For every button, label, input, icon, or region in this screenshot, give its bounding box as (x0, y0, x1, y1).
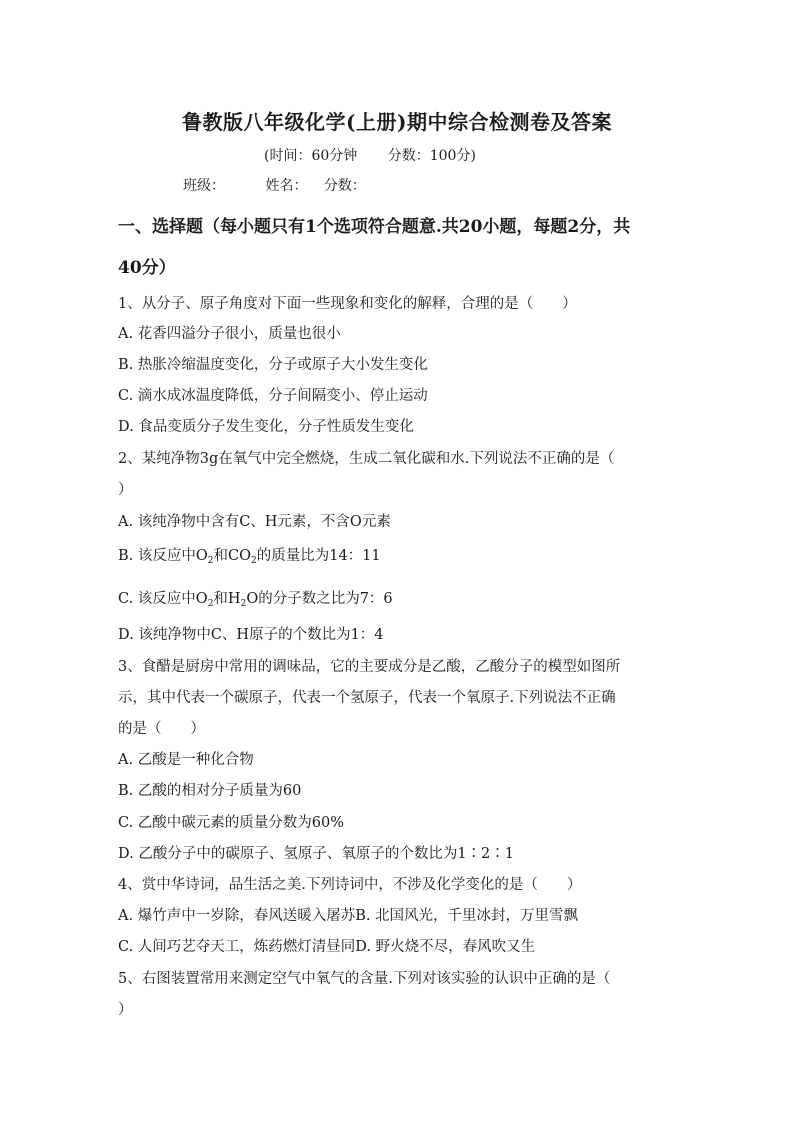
q2-option-c: C. 该反应中$O_2$和$H_2O$的分子数之比为7：6 (118, 591, 393, 609)
q1-option-b: B. 热胀冷缩温度变化，分子或原子大小发生变化 (118, 357, 428, 373)
section-heading-line2: 40分） (118, 258, 176, 278)
q4-options-ab: A. 爆竹声中一岁除，春风送暖入屠苏B. 北国风光，千里冰封，万里雪飘 (118, 908, 579, 924)
exam-info (264, 145, 502, 165)
q3-option-b: B. 乙酸的相对分子质量为60 (118, 783, 302, 799)
student-info (183, 175, 366, 195)
q4-stem: 4、赏中华诗词，品生活之美.下列诗词中，不涉及化学变化的是（ ） (118, 877, 582, 893)
q2-b-suffix: 的质量比为14：11 (256, 548, 381, 564)
q2-option-d: D. 该纯净物中C、H原子的个数比为1：4 (118, 627, 384, 643)
q1-option-a: A. 花香四溢分子很小，质量也很小 (118, 326, 341, 342)
formula-o2: $O_2$ (195, 591, 214, 609)
q3-option-a: A. 乙酸是一种化合物 (118, 752, 254, 768)
formula-o2: $O_2$ (195, 548, 214, 566)
q3-option-c: C. 乙酸中碳元素的质量分数为60% (118, 815, 345, 831)
q2-b-prefix: B. 该反应中 (118, 548, 196, 564)
q3-stem-line1: 3、食醋是厨房中常用的调味品，它的主要成分是乙酸，乙酸分子的模型如图所 (118, 659, 621, 675)
exam-time: (时间：60分钟 (264, 148, 358, 164)
q3-stem-line3: 的是（ ） (118, 721, 205, 737)
q2-option-b: B. 该反应中$O_2$和$CO_2$的质量比为14：11 (118, 548, 381, 566)
name-label: 姓名： (265, 178, 308, 194)
formula-co2: $CO_2$ (228, 548, 257, 566)
q3-option-d: D. 乙酸分子中的碳原子、氢原子、氧原子的个数比为1∶2∶1 (118, 846, 515, 862)
exam-total-score: 分数：100分) (387, 148, 476, 164)
section-heading-line1: 一、选择题（每小题只有1个选项符合题意.共20小题，每题2分，共 (118, 217, 631, 237)
class-label: 班级： (183, 178, 225, 194)
q1-stem: 1、从分子、原子角度对下面一些现象和变化的解释，合理的是（ ） (118, 296, 577, 312)
q2-c-prefix: C. 该反应中 (118, 591, 196, 607)
q2-option-a: A. 该纯净物中含有C、H元素，不含O元素 (118, 514, 391, 530)
q1-option-c: C. 滴水成冰温度降低，分子间隔变小、停止运动 (118, 388, 428, 404)
q2-stem-line2: ） (118, 482, 133, 498)
q1-option-d: D. 食品变质分子发生变化，分子性质发生变化 (118, 419, 414, 435)
q3-stem-line2: 示，其中代表一个碳原子，代表一个氢原子，代表一个氧原子.下列说法不正确 (118, 690, 616, 706)
points-label: 分数： (323, 178, 366, 194)
page-title: 鲁教版八年级化学(上册)期中综合检测卷及答案 (182, 110, 612, 134)
q5-stem-line1: 5、右图装置常用来测定空气中氧气的含量.下列对该实验的认识中正确的是（ (118, 971, 611, 987)
q5-stem-line2: ） (118, 1002, 133, 1018)
q4-options-cd: C. 人间巧艺夺天工，炼药燃灯清昼同D. 野火烧不尽，春风吹又生 (118, 939, 536, 955)
formula-h2o: $H_2O$ (227, 591, 259, 609)
q2-stem-line1: 2、某纯净物3g在氧气中完全燃烧，生成二氧化碳和水.下列说法不正确的是（ (118, 451, 615, 467)
q2-c-suffix: 的分子数之比为7：6 (258, 591, 393, 607)
